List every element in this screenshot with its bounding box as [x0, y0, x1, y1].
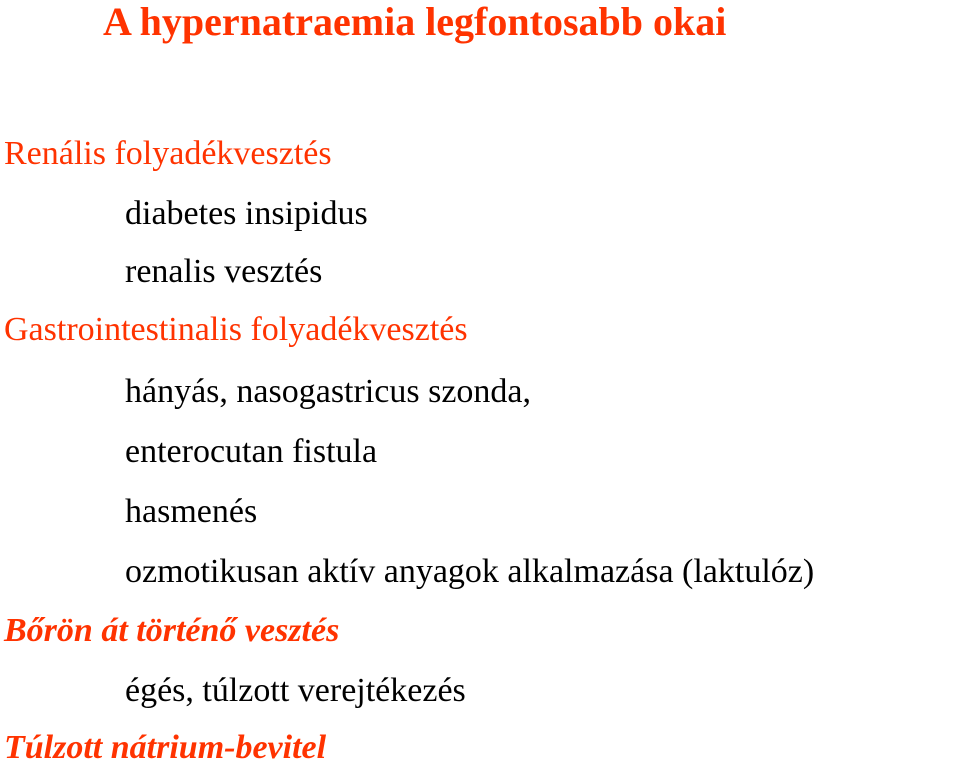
list-item: enterocutan fistula [125, 433, 378, 470]
section-heading-skin: Bőrön át történő vesztés [4, 612, 340, 649]
list-item: renalis vesztés [125, 253, 323, 290]
list-item: égés, túlzott verejtékezés [125, 672, 466, 709]
section-heading-sodium-intake: Túlzott nátrium-bevitel [4, 729, 327, 766]
list-item: hányás, nasogastricus szonda, [125, 373, 532, 410]
section-heading-renal: Renális folyadékvesztés [4, 135, 332, 172]
list-item: hasmenés [125, 493, 258, 530]
list-item: diabetes insipidus [125, 195, 368, 232]
page-title: A hypernatraemia legfontosabb okai [103, 0, 727, 44]
list-item: ozmotikusan aktív anyagok alkalmazása (laktulóz) [125, 553, 815, 590]
section-heading-gastrointestinal: Gastrointestinalis folyadékvesztés [4, 311, 468, 348]
